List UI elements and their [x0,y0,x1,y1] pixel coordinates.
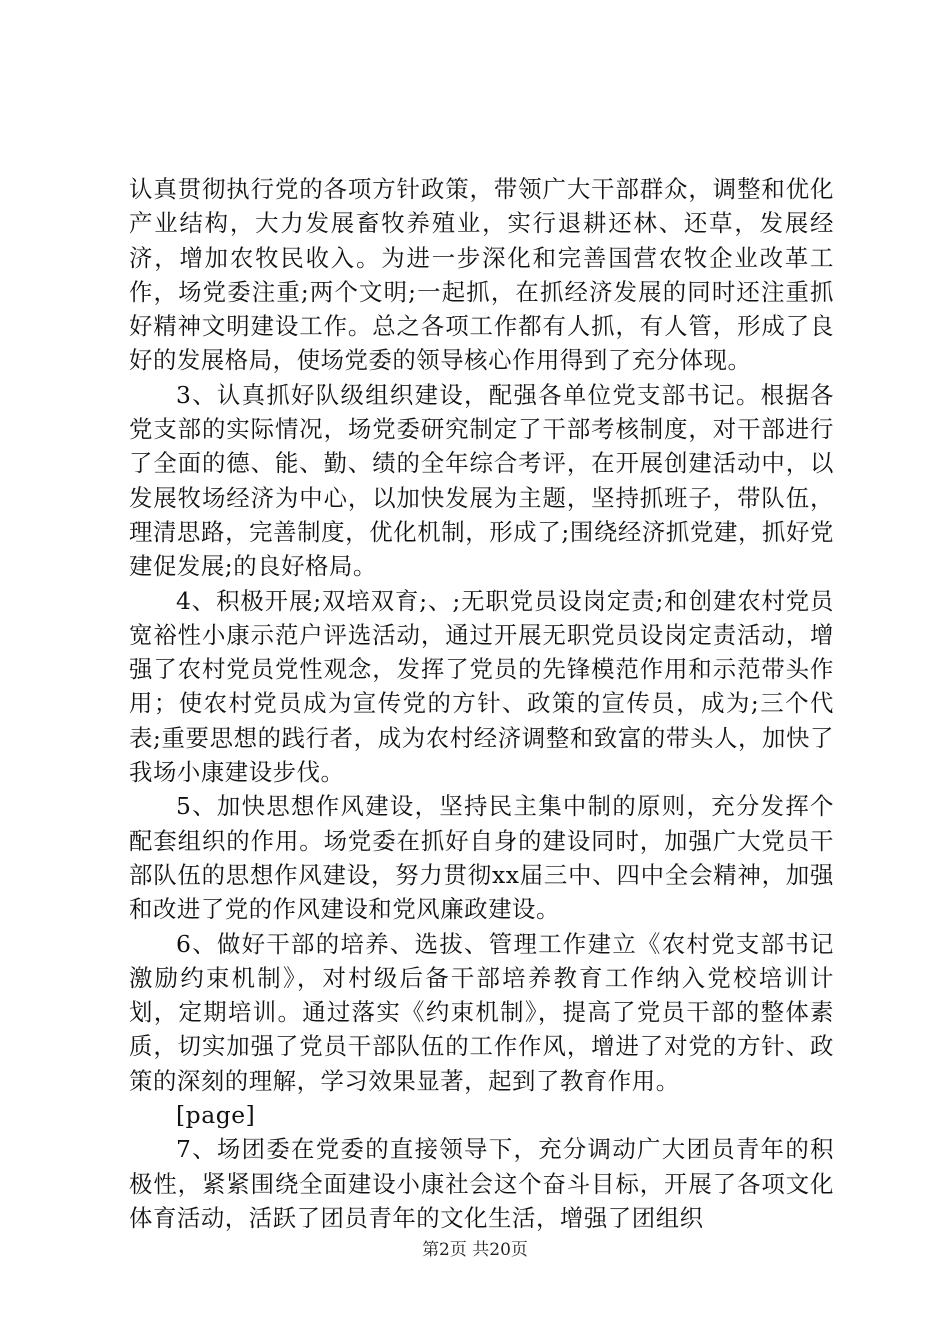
page-footer: 第2页 共20页 [422,1240,528,1260]
page-break-marker: [page] [176,1101,256,1130]
paragraph-1: 认真贯彻执行党的各项方针政策，带领广大干部群众，调整和优化产业结构，大力发展畜牧养殖业，实行退耕还林、还草，发展经济，增加农牧民收入。为进一步深化和完善国营农牧企业改革工作，场党委注重;两个文明;一起抓，在抓经济发展的同时还注重抓好精神文明建设工作。总之各项工作都有人抓，有人管，形成了良好的发展格局，使场党委的领导核心作用得到了充分体现。 [129,175,834,375]
paragraph-3: 4、积极开展;双培双育;、;无职党员设岗定责;和创建农村党员宽裕性小康示范户评选活动，通过开展无职党员设岗定责活动，增强了农村党员党性观念，发挥了党员的先锋模范作用和示范带头作用；使农村党员成为宣传党的方针、政策的宣传员，成为;三个代表;重要思想的践行者，成为农村经济调整和致富的带头人，加快了我场小康建设步伐。 [129,586,834,787]
paragraph-6: 7、场团委在党委的直接领导下，充分调动广大团员青年的积极性，紧紧围绕全面建设小康社会这个奋斗目标，开展了各项文化体育活动，活跃了团员青年的文化生活，增强了团组织 [129,1135,834,1232]
document-body [129,172,834,1235]
paragraph-4: 5、加快思想作风建设，坚持民主集中制的原则，充分发挥个配套组织的作用。场党委在抓好自身的建设同时，加强广大党员干部队伍的思想作风建设，努力贯彻xx届三中、四中全会精神，加强和改进了党的作风建设和党风廉政建设。 [129,792,834,924]
paragraph-5: 6、做好干部的培养、选拔、管理工作建立《农村党支部书记激励约束机制》，对村级后备干部培养教育工作纳入党校培训计划，定期培训。通过落实《约束机制》，提高了党员干部的整体素质，切实加强了党员干部队伍的工作作风，增进了对党的方针、政策的深刻的理解，学习效果显著，起到了教育作用。 [129,929,834,1095]
paragraph-2: 3、认真抓好队级组织建设，配强各单位党支部书记。根据各党支部的实际情况，场党委研究制定了干部考核制度，对干部进行了全面的德、能、勤、绩的全年综合考评，在开展创建活动中，以发展牧场经济为中心，以加快发展为主题，坚持抓班子，带队伍，理清思路，完善制度，优化机制，形成了;围绕经济抓党建，抓好党建促发展;的良好格局。 [129,380,834,581]
